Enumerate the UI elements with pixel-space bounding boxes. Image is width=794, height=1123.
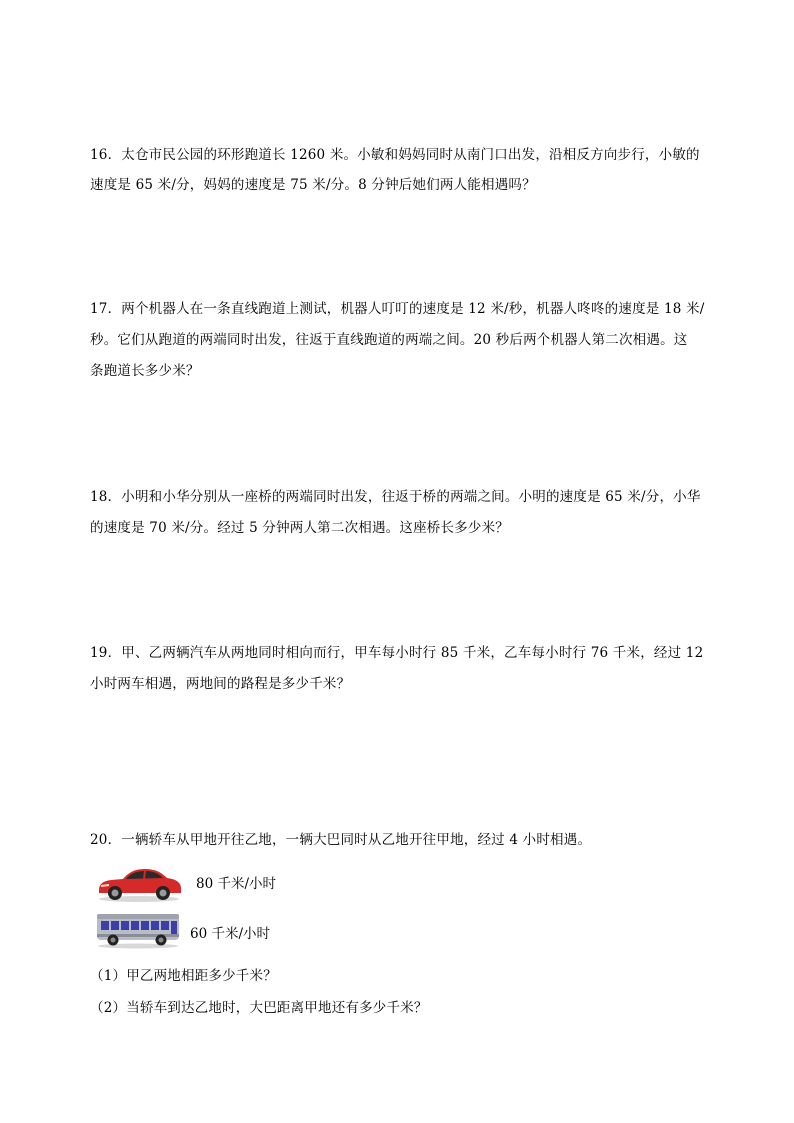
problem-17-line-3: 条跑道长多少米？ [90,363,200,379]
problem-19-line-1: 19．甲、乙两辆汽车从两地同时相向而行，甲车每小时行 85 千米，乙车每小时行 76 千米，经过 12 [90,645,704,661]
problem-20-line-1: 20．一辆轿车从甲地开往乙地，一辆大巴同时从乙地开往甲地，经过 4 小时相遇。 [90,832,592,848]
problem-20-question-2: （2）当轿车到达乙地时，大巴距离甲地还有多少千米？ [90,1000,428,1016]
bus-speed-label: 60 千米/小时 [190,926,271,942]
problem-17-line-1: 17．两个机器人在一条直线跑道上测试，机器人叮叮的速度是 12 米/秒，机器人咚咚的速度是 18 米/ [90,301,705,317]
bus-icon [95,910,181,954]
car-speed-label: 80 千米/小时 [196,876,277,892]
problem-17-line-2: 秒。它们从跑道的两端同时出发，往返于直线跑道的两端之间。20 秒后两个机器人第二次相遇。这 [90,332,688,348]
problem-16-line-2: 速度是 65 米/分，妈妈的速度是 75 米/分。8 分钟后她们两人能相遇吗？ [90,177,536,193]
problem-20-question-1: （1）甲乙两地相距多少千米？ [90,968,277,984]
problem-18-line-1: 18．小明和小华分别从一座桥的两端同时出发，往返于桥的两端之间。小明的速度是 65 米/分，小华 [90,489,701,505]
problem-18-line-2: 的速度是 70 米/分。经过 5 分钟两人第二次相遇。这座桥长多少米？ [90,520,509,536]
red-car-icon [95,860,183,908]
problem-16-line-1: 16．太仓市民公园的环形跑道长 1260 米。小敏和妈妈同时从南门口出发，沿相反方向步行，小敏的 [90,147,700,163]
problem-19-line-2: 小时两车相遇，两地间的路程是多少千米？ [90,676,351,692]
